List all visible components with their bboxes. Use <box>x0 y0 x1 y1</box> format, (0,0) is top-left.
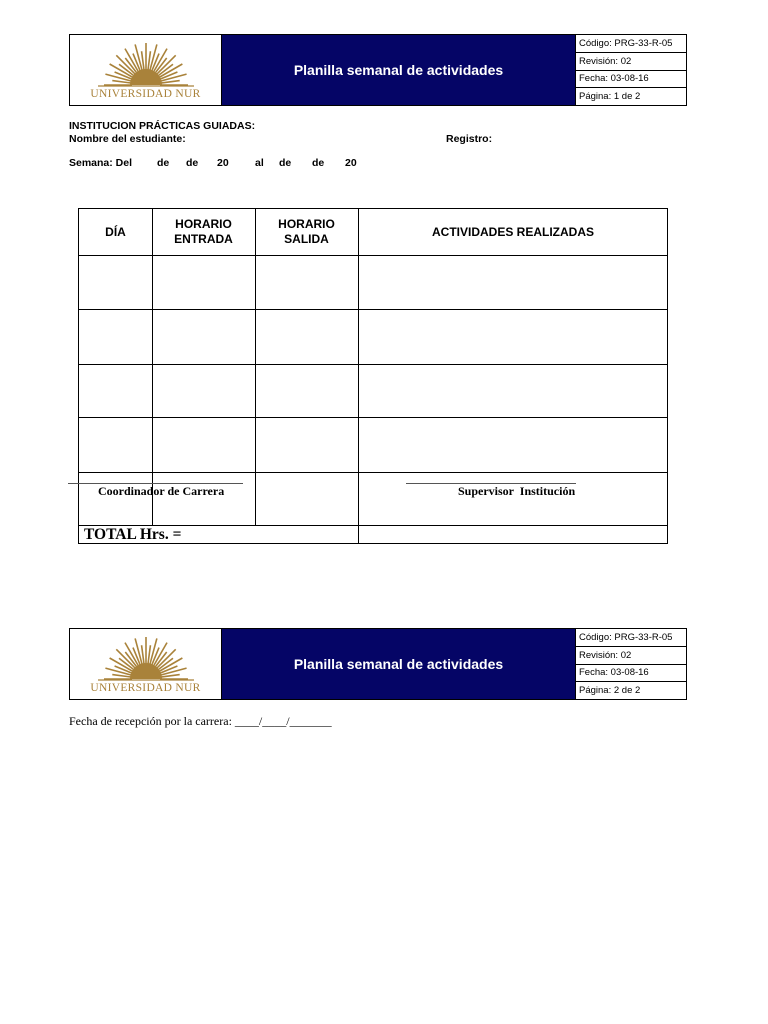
university-logo <box>70 35 222 105</box>
document-title: Planilla semanal de actividades <box>222 629 576 699</box>
registro-label: Registro: <box>446 133 493 145</box>
row-divider <box>79 255 668 256</box>
header-dia: DÍA <box>105 224 126 239</box>
logo-text: UNIVERSIDAD NUR <box>90 682 201 694</box>
meta-revision: Revisión: 02 <box>576 647 686 665</box>
logo-text: UNIVERSIDAD NUR <box>90 88 201 100</box>
semana-year-label: 20 <box>217 157 229 169</box>
semana-year-label: 20 <box>345 157 357 169</box>
meta-fecha: Fecha: 03-08-16 <box>576 665 686 683</box>
supervisor-label: Supervisor Institución <box>458 484 576 498</box>
sun-emblem-icon <box>90 633 202 681</box>
semana-del-label: Semana: Del <box>69 157 133 169</box>
header-actividades: ACTIVIDADES REALIZADAS <box>431 224 594 239</box>
semana-de-label: de <box>279 157 292 169</box>
document-title: Planilla semanal de actividades <box>222 35 576 105</box>
column-divider <box>358 209 359 544</box>
column-divider <box>255 209 256 526</box>
header-horario-entrada: HORARIO ENTRADA <box>174 217 233 246</box>
document-meta <box>576 629 686 699</box>
row-divider <box>79 472 668 473</box>
document-header <box>69 34 687 106</box>
semana-al-label: al <box>255 157 264 169</box>
coordinador-label: Coordinador de Carrera <box>98 484 225 498</box>
meta-codigo: Código: PRG-33-R-05 <box>576 629 686 647</box>
total-hours-label: TOTAL Hrs. = <box>84 526 182 543</box>
meta-revision: Revisión: 02 <box>576 53 686 71</box>
sun-emblem-icon <box>90 39 202 87</box>
row-divider <box>79 309 668 310</box>
semana-de-label: de <box>312 157 325 169</box>
meta-pagina: Página: 2 de 2 <box>579 685 641 697</box>
meta-codigo: Código: PRG-33-R-05 <box>576 35 686 53</box>
semana-de-label: de <box>157 157 170 169</box>
row-divider <box>79 417 668 418</box>
nombre-label: Nombre del estudiante: <box>69 133 186 145</box>
institucion-label: INSTITUCION PRÁCTICAS GUIADAS: <box>69 120 256 132</box>
fecha-recepcion-field: Fecha de recepción por la carrera: ____/____/_______ <box>69 714 332 728</box>
meta-pagina: Página: 1 de 2 <box>579 91 641 103</box>
document-header-page-2 <box>69 628 687 700</box>
university-logo <box>70 629 222 699</box>
header-horario-salida: HORARIO SALIDA <box>278 217 335 246</box>
meta-fecha: Fecha: 03-08-16 <box>576 71 686 89</box>
semana-de-label: de <box>186 157 199 169</box>
document-meta <box>576 35 686 105</box>
column-divider <box>152 209 153 526</box>
row-divider <box>79 364 668 365</box>
